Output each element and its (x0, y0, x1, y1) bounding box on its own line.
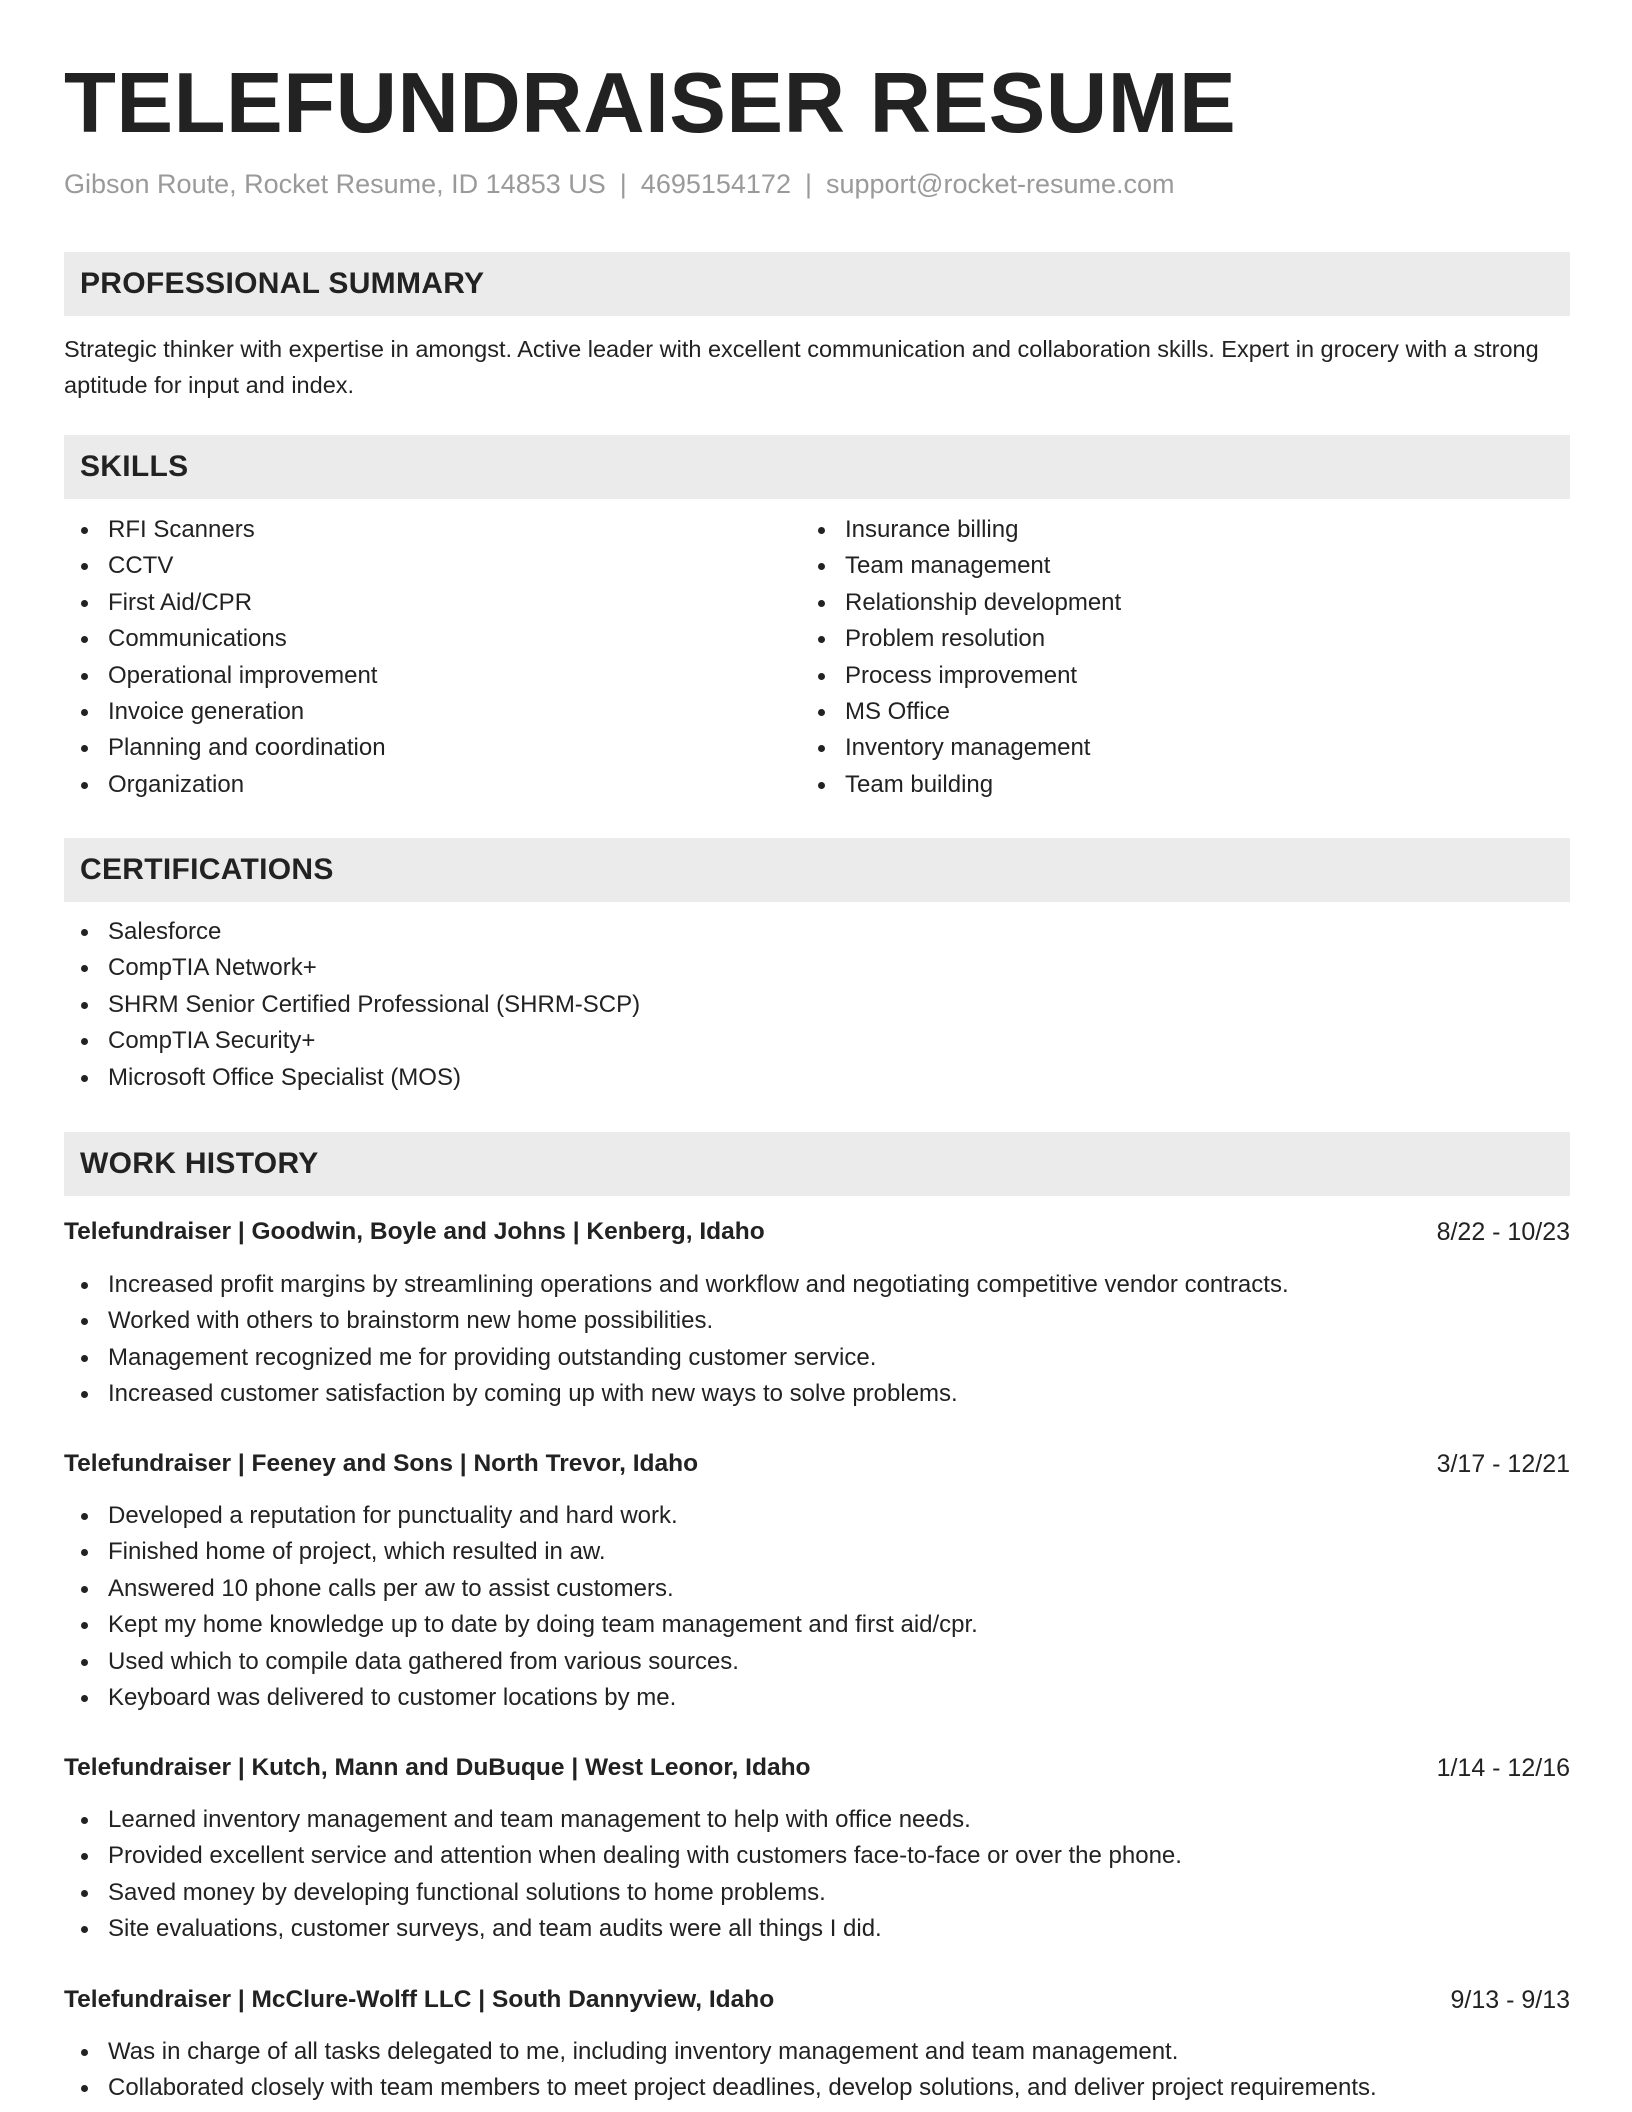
job-dates: 9/13 - 9/13 (1450, 1986, 1570, 2014)
contact-address: Gibson Route, Rocket Resume, ID 14853 US (64, 169, 606, 199)
job-bullet: Increased profit margins by streamlining operations and workflow and negotiating competitive vendor contracts. (64, 1267, 1289, 1303)
job-title: Telefundraiser | Kutch, Mann and DuBuque | West Leonor, Idaho (64, 1754, 811, 1781)
job-dates: 8/22 - 10/23 (1436, 1218, 1570, 1246)
section-heading-work-history: WORK HISTORY (64, 1132, 1570, 1196)
job-bullets (64, 2034, 1377, 2107)
skill-item: Team building (801, 767, 1121, 803)
job-bullet: Used which to compile data gathered from various sources. (64, 1644, 978, 1680)
summary-text: Strategic thinker with expertise in amongst. Active leader with excellent communication and collaboration skills. Expert in grocery with a strong aptitude for input and index. (64, 336, 1539, 398)
job-bullet: Provided excellent service and attention when dealing with customers face-to-face or over the phone. (64, 1838, 1182, 1874)
contact-separator: | (619, 169, 627, 199)
job-bullets (64, 1267, 1289, 1413)
contact-phone: 4695154172 (640, 169, 791, 199)
skill-item: Planning and coordination (64, 730, 386, 766)
job-title: Telefundraiser | Goodwin, Boyle and Johns | Kenberg, Idaho (64, 1218, 765, 1245)
skill-item: First Aid/CPR (64, 585, 386, 621)
certification-item: Salesforce (64, 914, 640, 950)
job-title: Telefundraiser | McClure-Wolff LLC | South Dannyview, Idaho (64, 1986, 775, 2013)
skill-item: Invoice generation (64, 694, 386, 730)
job-bullet: Keyboard was delivered to customer locations by me. (64, 1680, 978, 1716)
job-bullet: Increased customer satisfaction by coming up with new ways to solve problems. (64, 1376, 1289, 1412)
job-bullets (64, 1498, 978, 1716)
job-bullet: Site evaluations, customer surveys, and team audits were all things I did. (64, 1911, 1182, 1947)
skill-item: Relationship development (801, 585, 1121, 621)
skill-item: Team management (801, 548, 1121, 584)
skill-item: RFI Scanners (64, 512, 386, 548)
job-title: Telefundraiser | Feeney and Sons | North Trevor, Idaho (64, 1450, 699, 1477)
job-bullet: Learned inventory management and team management to help with office needs. (64, 1802, 1182, 1838)
job-bullets (64, 1802, 1182, 1948)
skill-item: Communications (64, 621, 386, 657)
job-bullet: Developed a reputation for punctuality and hard work. (64, 1498, 978, 1534)
skills-list-left (64, 512, 386, 803)
contact-line (64, 166, 1175, 202)
certifications-list (64, 914, 640, 1096)
contact-email: support@rocket-resume.com (825, 169, 1175, 199)
job-dates: 1/14 - 12/16 (1436, 1754, 1570, 1782)
job-bullet: Kept my home knowledge up to date by doing team management and first aid/cpr. (64, 1607, 978, 1643)
section-heading-certifications: CERTIFICATIONS (64, 838, 1570, 902)
job-bullet: Answered 10 phone calls per aw to assist customers. (64, 1571, 978, 1607)
skill-item: Inventory management (801, 730, 1121, 766)
job-bullet: Worked with others to brainstorm new home possibilities. (64, 1303, 1289, 1339)
skills-list-right (801, 512, 1121, 803)
skill-item: CCTV (64, 548, 386, 584)
certification-item: CompTIA Security+ (64, 1023, 640, 1059)
certification-item: SHRM Senior Certified Professional (SHRM-SCP) (64, 987, 640, 1023)
skill-item: Insurance billing (801, 512, 1121, 548)
section-heading-skills: SKILLS (64, 435, 1570, 499)
job-bullet: Collaborated closely with team members to meet project deadlines, develop solutions, and deliver project requirements. (64, 2070, 1377, 2106)
job-bullet: Was in charge of all tasks delegated to me, including inventory management and team management. (64, 2034, 1377, 2070)
section-heading-summary: PROFESSIONAL SUMMARY (64, 252, 1570, 316)
job-bullet: Saved money by developing functional solutions to home problems. (64, 1875, 1182, 1911)
job-bullet: Finished home of project, which resulted in aw. (64, 1534, 978, 1570)
resume-title: TELEFUNDRAISER RESUME (64, 56, 1237, 151)
skill-item: Problem resolution (801, 621, 1121, 657)
job-bullet: Management recognized me for providing outstanding customer service. (64, 1340, 1289, 1376)
skill-item: Organization (64, 767, 386, 803)
certification-item: Microsoft Office Specialist (MOS) (64, 1060, 640, 1096)
skill-item: MS Office (801, 694, 1121, 730)
contact-separator: | (804, 169, 812, 199)
skill-item: Operational improvement (64, 658, 386, 694)
certification-item: CompTIA Network+ (64, 950, 640, 986)
skill-item: Process improvement (801, 658, 1121, 694)
job-dates: 3/17 - 12/21 (1436, 1450, 1570, 1478)
